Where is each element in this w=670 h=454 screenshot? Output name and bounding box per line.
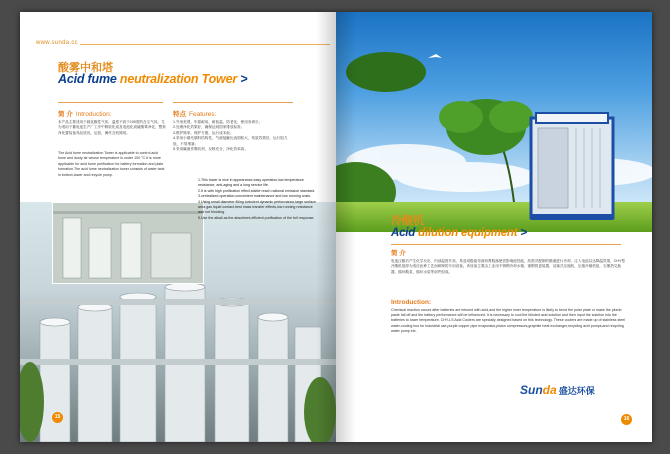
logo-da: da [542, 383, 557, 397]
right-intro-heading-en-text: Introduction: [391, 299, 432, 306]
left-title-en-part1: Acid fume [58, 72, 120, 86]
features-rule [173, 102, 293, 103]
right-title-cn: 冷酸机 [391, 215, 424, 227]
left-page-number: 15 [52, 412, 63, 423]
tower-inset-photo [52, 202, 204, 284]
right-title-en-highlight: dilution equipment [418, 227, 518, 239]
brochure-spread [20, 12, 652, 442]
right-intro-text-en: Chemical reaction occurs after batteries are infused with acid,and the higher inner temperature is likely to bend the polar plate or make the plumb paste fall off and the battery performance will be influenced. It is necessary to cool the blinded acid solution and then input the solution into the batteries to lower temperature. CHY-LS Acid Coolers are specially designed based on this technology. These coolers are made up of stainless steel water-cooling box for industrial use,purple copper pipe evaporator,piston compressors,graphite heat exchanger,recycling acid pumps,and recycling water pump etc. [391, 308, 626, 333]
intro-text-cn: 本产品主要适用于硫化酸性气体，温度不高于100度的含尘气体。尤为适用于蓄电池生产厂工序中吸收化成及电池化成硫酸雾净化，整套净化置装备具品质优，运营，操作含机简易。 [58, 120, 166, 135]
intro-heading-en: Introduction: [75, 111, 112, 118]
intro-rule [58, 102, 163, 103]
intro-text-en: The Acid fume neutralization Tower is applicable to control acid fume and dusty air whose temperature is under 100 °C.It is more applicable for acid fume purification for battery formation and plate formation.The acid fume neutralization tower consists of water tank in bottom,tower and recycle pump. [58, 151, 165, 177]
right-title-en [391, 227, 527, 239]
chiller-unit-image [526, 110, 621, 225]
sunda-logo [520, 383, 595, 397]
header-rule [80, 44, 330, 45]
right-intro-rule [391, 244, 621, 245]
left-title-arrow: > [240, 72, 248, 86]
right-intro-text-cn: 电池注酸后产生化学反应，内部温度升高，易造成极板弯曲铅膏脱落使质影响池性能，故需对配制的酸液进行冷却，注入电池以达降温效果，CHY型冷酸机组即为适应此种工艺而研制的专用设备。该设备主要由工业用不锈钢冷却水箱，蜜钢管更装置，活塞式压缩机，压缩冷凝机组，石墨热交换器，循环酸泵，循环水泵等部件组成。 [391, 259, 625, 274]
left-title-en [58, 72, 247, 86]
right-intro-heading-en [391, 299, 434, 306]
left-title-en-highlight: neutralization Tower [119, 72, 237, 86]
tower-inset-illustration [53, 203, 203, 283]
right-title-en-part1: Acid [391, 227, 419, 239]
right-page [336, 12, 652, 442]
left-page [20, 12, 336, 442]
intro-heading [58, 109, 112, 118]
right-intro-heading-cn-text: 简 介 [391, 250, 406, 257]
logo-sun: Sun [520, 383, 543, 397]
intro-heading-cn: 简 介 [58, 111, 73, 118]
right-intro-heading-cn [391, 248, 409, 257]
features-heading [173, 109, 216, 118]
website-url: www.sunda.cc [36, 40, 78, 46]
logo-cn: 盛达环保 [558, 386, 595, 396]
features-heading-en: Features: [189, 111, 217, 118]
features-text-en: 1.This tower is nice in appearance,easy operation,low temperature resistance, anti-aging and a long service life. 2.It is with high purification effect,stable reach national emission standard. 3.centralized operation,convenient maintenance and low running costs. 4.Using small diameter filling turbulent dynamic performance,large surface area gas liquid contact,best mass transfer effects,low running resistance and not blocking. 5.Use the alkali as the absorbent,efficient purification of the full response. [198, 178, 317, 220]
right-title-arrow: > [520, 227, 527, 239]
features-heading-cn: 特点 [173, 111, 186, 118]
features-text-cn: 1.外形美观，牢靠耐用，耐低温，防老化，使用寿命长； 2.处理净化效果好，确保达到国家排放标准； 3.维护简单，保护方便，运行成本低； 4.采用小填充填料结构性，气液接触比表面积大，传质效果好，运行阻力低，不易堵塞； 5.采用碱液作吸收剂，反映充分，净化效率高。 [173, 120, 288, 152]
right-page-number: 16 [621, 414, 632, 425]
left-title-cn: 酸雾中和塔 [58, 62, 113, 74]
bird-icon [428, 54, 442, 58]
